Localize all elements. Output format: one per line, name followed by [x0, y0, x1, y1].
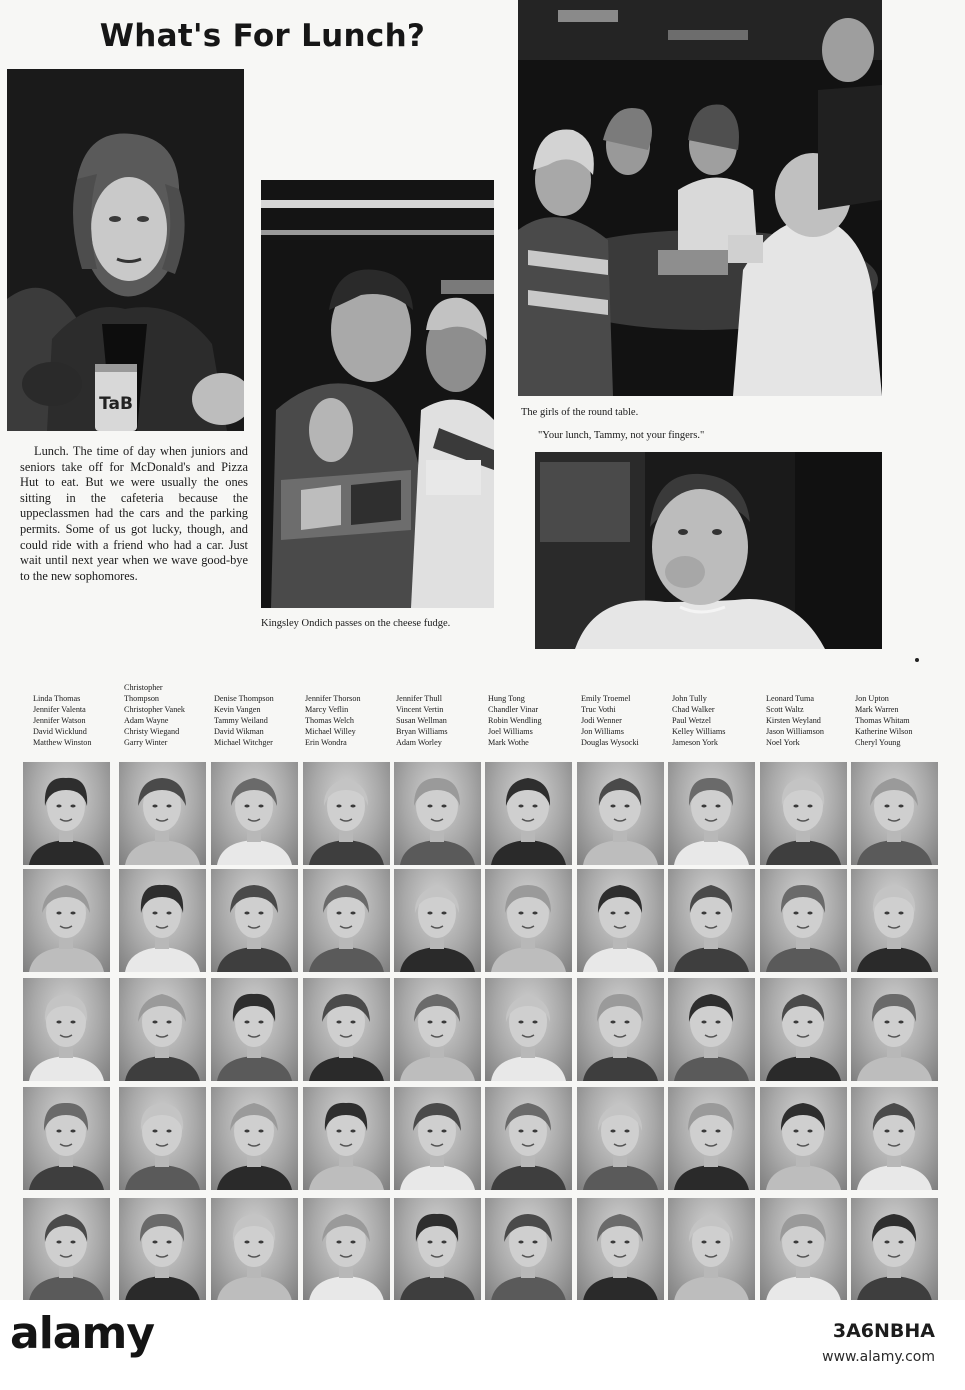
name-column [396, 694, 488, 749]
alamy-logo: alamy [10, 1308, 154, 1359]
student-name: Denise Thompson [214, 694, 274, 703]
student-portrait [577, 1087, 664, 1190]
student-portrait [760, 869, 847, 972]
student-portrait [577, 762, 664, 865]
student-name: Susan Wellman [396, 715, 447, 725]
student-portrait [211, 1087, 298, 1190]
student-portrait [851, 1087, 938, 1190]
student-portrait [485, 1087, 572, 1190]
student-name: Matthew Winston [33, 737, 92, 747]
student-portrait [23, 978, 110, 1081]
student-portrait [303, 1198, 390, 1301]
student-portrait [211, 869, 298, 972]
caption-cheese-fudge: Kingsley Ondich passes on the cheese fudge. [261, 618, 451, 629]
student-name: Bryan Williams [396, 726, 448, 736]
name-column [855, 694, 947, 749]
student-name: Mark Warren [855, 704, 899, 714]
name-column [214, 694, 306, 749]
student-portrait [394, 762, 481, 865]
student-name: John Tully [672, 694, 707, 703]
student-portrait [394, 978, 481, 1081]
student-portrait [23, 762, 110, 865]
photo-cheese-fudge [261, 180, 494, 608]
student-name: Thompson [124, 693, 160, 703]
student-portrait [119, 1087, 206, 1190]
student-name: Jennifer Watson [33, 715, 86, 725]
student-name: Jason Williamson [766, 726, 824, 736]
student-name: Chad Walker [672, 704, 715, 714]
student-portrait [303, 978, 390, 1081]
student-name: Michael Witchger [214, 737, 273, 747]
caption-round-table-1: The girls of the round table. [521, 407, 639, 418]
student-portrait [23, 869, 110, 972]
student-portrait [485, 762, 572, 865]
student-name: Garry Winter [124, 737, 168, 747]
student-name: Cheryl Young [855, 737, 901, 747]
student-portrait [668, 978, 755, 1081]
student-portrait [211, 762, 298, 865]
student-name: Leonard Tuma [766, 694, 814, 703]
student-portrait [119, 762, 206, 865]
student-portrait [211, 978, 298, 1081]
student-portrait [394, 869, 481, 972]
student-portrait [303, 1087, 390, 1190]
student-portrait [394, 1198, 481, 1301]
student-portrait [303, 762, 390, 865]
portrait-grid [23, 762, 943, 1302]
student-portrait [668, 1087, 755, 1190]
student-portrait [303, 869, 390, 972]
student-name: Jodi Wenner [581, 715, 622, 725]
student-portrait [485, 1198, 572, 1301]
student-portrait [760, 978, 847, 1081]
student-portrait [577, 869, 664, 972]
student-name: Noel York [766, 737, 800, 747]
page-title: What's For Lunch? [99, 18, 426, 54]
student-name: Hung Tong [488, 694, 525, 703]
student-name: Jameson York [672, 737, 718, 747]
photo-tammy [535, 452, 882, 649]
name-column [672, 694, 764, 749]
student-name: Linda Thomas [33, 694, 81, 703]
article-body: Lunch. The time of day when juniors and seniors take off for McDonald's and Pizza Hut to eat. But we were usually the ones sitting in the cafeteria because the uppeclassmen had the cars and the parking permits. Some of us got lucky, though, and could ride with a friend who had a car. Just wait until next year when we wave good-bye to the new sophomores. [20, 444, 248, 583]
student-portrait [485, 978, 572, 1081]
student-name: Erin Wondra [305, 737, 347, 747]
name-column [305, 694, 397, 749]
student-name: Tammy Weiland [214, 715, 268, 725]
caption-round-table-2: "Your lunch, Tammy, not your fingers." [538, 430, 705, 441]
student-name: Kirsten Weyland [766, 715, 821, 725]
student-name: Adam Wayne [124, 715, 169, 725]
student-portrait [119, 978, 206, 1081]
student-name: David Wicklund [33, 726, 87, 736]
can-label: TaB [99, 394, 133, 414]
photo-round-table [518, 0, 882, 396]
student-name: David Wikman [214, 726, 264, 736]
photo-girl-with-can [7, 69, 244, 431]
student-name: Katherine Wilson [855, 726, 913, 736]
student-portrait [23, 1087, 110, 1190]
student-name: Michael Willey [305, 726, 356, 736]
student-name: Christopher [124, 683, 163, 692]
student-name: Douglas Wysocki [581, 737, 639, 747]
student-name: Mark Wothe [488, 737, 529, 747]
student-portrait [760, 762, 847, 865]
student-name: Jennifer Valenta [33, 704, 86, 714]
name-column [581, 694, 673, 749]
student-name: Truc Vothi [581, 704, 616, 714]
student-name: Jennifer Thull [396, 694, 443, 703]
student-portrait [485, 869, 572, 972]
student-portrait [851, 762, 938, 865]
student-name: Marcy Veflin [305, 704, 349, 714]
student-portrait [394, 1087, 481, 1190]
decorative-dot [915, 658, 919, 662]
student-name: Scott Waltz [766, 704, 804, 714]
student-portrait [668, 1198, 755, 1301]
student-name: Emily Troemel [581, 694, 631, 703]
student-name: Jon Upton [855, 694, 889, 703]
student-portrait [668, 869, 755, 972]
student-name: Thomas Whitam [855, 715, 910, 725]
student-portrait [23, 1198, 110, 1301]
name-column [766, 694, 858, 749]
student-name: Robin Wendling [488, 715, 542, 725]
student-portrait [851, 978, 938, 1081]
name-column [488, 694, 580, 749]
student-name: Christy Wiegand [124, 726, 180, 736]
student-name: Thomas Welch [305, 715, 354, 725]
student-name: Paul Wetzel [672, 715, 711, 725]
student-name: Christopher Vanek [124, 704, 186, 714]
image-id: 3A6NBHA [832, 1320, 935, 1342]
student-portrait [211, 1198, 298, 1301]
student-portrait [577, 1198, 664, 1301]
student-portrait [119, 1198, 206, 1301]
student-name: Kelley Williams [672, 726, 726, 736]
name-column [33, 694, 125, 749]
student-portrait [851, 869, 938, 972]
student-name: Adam Worley [396, 737, 442, 747]
student-name: Vincent Vertin [396, 704, 444, 714]
student-portrait [668, 762, 755, 865]
student-portrait [577, 978, 664, 1081]
student-portrait [851, 1198, 938, 1301]
student-portrait [760, 1087, 847, 1190]
student-name: Jennifer Thorson [305, 694, 361, 703]
student-name: Chandler Vinar [488, 704, 539, 714]
student-name: Kevin Vangen [214, 704, 261, 714]
stock-url: www.alamy.com [822, 1349, 935, 1365]
student-portrait [760, 1198, 847, 1301]
name-column [124, 683, 216, 748]
student-portrait [119, 869, 206, 972]
student-name: Joel Williams [488, 726, 533, 736]
student-name: Jon Williams [581, 726, 624, 736]
